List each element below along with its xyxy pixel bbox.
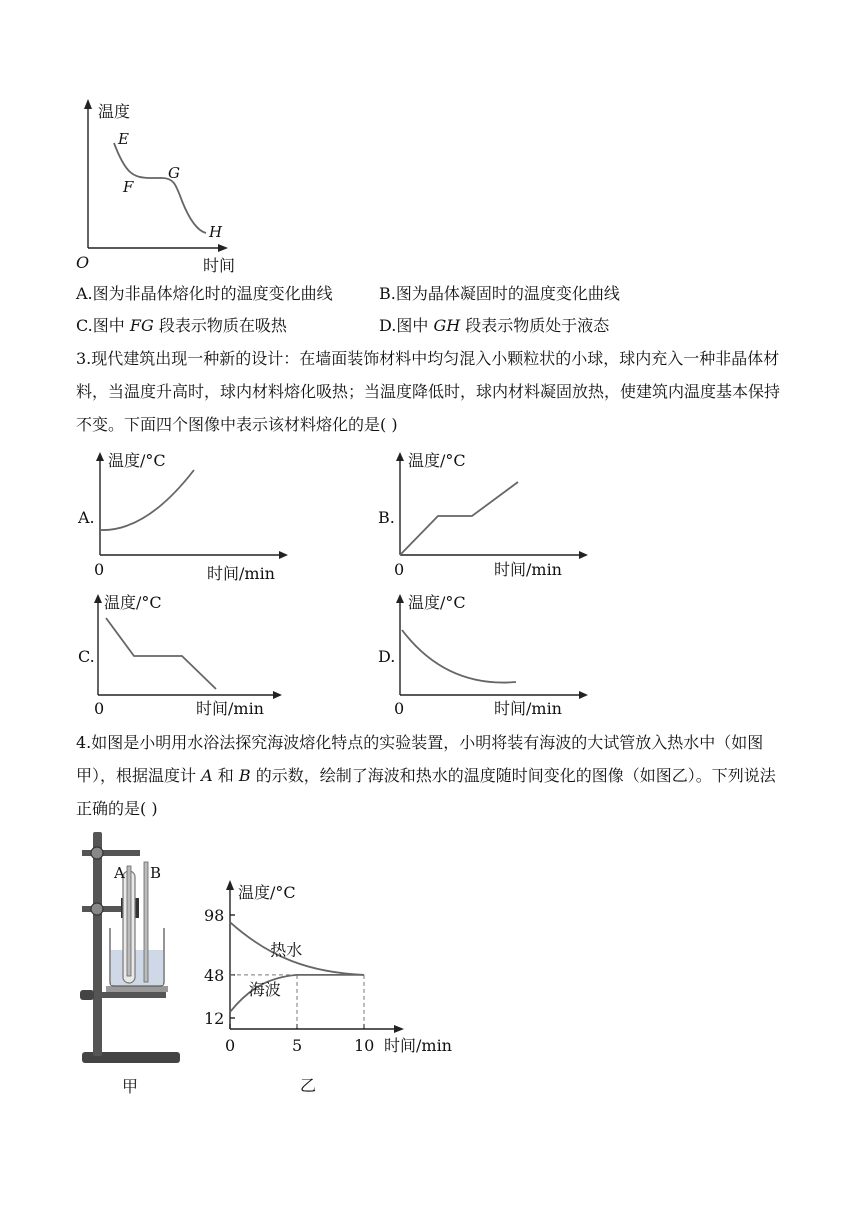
q3-graph-b: [376, 448, 596, 584]
q2-point-f: F: [123, 178, 134, 196]
q3-graph-c: [76, 590, 296, 722]
q2-temperature-graph: [70, 95, 240, 275]
q2-y-arrow: [84, 99, 92, 109]
q3-graph-c-y-arrow: [94, 594, 102, 603]
q3-graph-d-xlabel: 时间/min: [494, 699, 562, 718]
q3-graph-a-letter: A.: [78, 508, 95, 527]
middle-clamp-knob: [91, 903, 103, 915]
q3-graph-a-xlabel: 时间/min: [207, 564, 275, 583]
q4-ytick-label-98: 98: [204, 906, 225, 925]
q3-graph-a-origin: 0: [94, 560, 105, 579]
q4-text-pre: 4.如图是小明用水浴法探究海波熔化特点的实验装置，小明将装有海波的大试管放入热水中（如图甲），根据温度计: [76, 733, 764, 785]
q4-ytick-label-48: 48: [204, 965, 225, 985]
q3-graph-b-x-arrow: [579, 551, 588, 559]
figure-jia-caption: 甲: [122, 1077, 139, 1096]
q2-origin: O: [76, 253, 90, 272]
q3-graph-a-curve: [100, 470, 194, 530]
thermometer-b: [144, 862, 148, 982]
q3-graph-d-curve: [402, 630, 516, 683]
q3-graph-d-y-arrow: [396, 594, 404, 603]
q3-question-text: 3.现代建筑出现一种新的设计：在墙面装饰材料中均匀混入小颗粒状的小球，球内充入一种非晶体材料，当温度升高时，球内材料熔化吸热；当温度降低时，球内材料凝固放热，使建筑内温度基本保持不变。下面四个图像中表示该材料熔化的是( ): [76, 349, 781, 434]
q2-option-c-pre: C.图中: [76, 316, 130, 335]
q3-graph-c-curve: [106, 618, 216, 689]
q3-graph-a-x-arrow: [279, 551, 288, 559]
ring-clamp: [80, 990, 94, 1000]
q4-series-label-hot-water: 热水: [270, 940, 303, 960]
q3-graph-c-origin: 0: [94, 699, 105, 718]
q4-text-post: 的示数，绘制了海波和热水的温度随时间变化的图像（如图乙）。下列说法正确的是( ): [76, 766, 776, 818]
q2-x-arrow: [218, 244, 228, 252]
hot-water: [111, 950, 163, 985]
q3-graph-c-x-arrow: [273, 691, 282, 699]
q2-option-b: B.图为晶体凝固时的温度变化曲线: [379, 284, 620, 303]
q2-option-d: [379, 316, 609, 336]
stand-rod: [93, 832, 102, 1056]
q4-text-mid: 和: [212, 766, 239, 785]
q3-graph-d-ylabel: 温度/°C: [408, 593, 466, 612]
figure-yi-caption: 乙: [300, 1076, 317, 1095]
q4-temperature-chart: [196, 876, 466, 1102]
q3-graph-d-x-arrow: [579, 691, 588, 699]
q3-graph-a-ylabel: 温度/°C: [108, 451, 166, 470]
q4-x-arrow: [394, 1025, 404, 1033]
q2-option-c-post: 段表示物质在吸热: [153, 316, 287, 335]
q2-ylabel: 温度: [98, 102, 131, 121]
q3-graph-c-xlabel: 时间/min: [196, 699, 264, 718]
q3-graph-b-ylabel: 温度/°C: [408, 451, 466, 470]
q3-graph-a-y-arrow: [96, 452, 104, 461]
q2-option-c-var: FG: [129, 316, 154, 335]
q2-point-g: G: [168, 164, 180, 182]
q4-xtick-label-10: 10: [354, 1036, 375, 1055]
q4-ylabel: 温度/°C: [238, 883, 296, 902]
q2-point-h: H: [209, 223, 223, 241]
q4-question-text: [76, 726, 782, 825]
q2-option-c: [76, 316, 287, 336]
q3-graph-b-y-arrow: [396, 452, 404, 461]
q2-option-a: A.图为非晶体熔化时的温度变化曲线: [76, 284, 333, 303]
thermometer-a: [127, 866, 131, 976]
q3-graph-b-curve: [400, 482, 518, 555]
q4-series-label-hypo: 海波: [248, 980, 281, 1000]
q4-apparatus-figure: [76, 826, 186, 1096]
q4-xlabel: 时间/min: [384, 1036, 452, 1055]
q2-option-d-pre: D.图中: [379, 316, 434, 335]
label-thermometer-b: B: [150, 864, 162, 882]
q4-ytick-label-12: 12: [204, 1009, 225, 1028]
q4-var-b: B: [238, 766, 251, 785]
q3-graph-d-letter: D.: [378, 647, 396, 666]
q4-xtick-label-5: 5: [292, 1036, 303, 1055]
wire-gauze: [106, 986, 168, 992]
q3-graph-d: [376, 590, 596, 722]
q3-graph-d-origin: 0: [394, 699, 405, 718]
q2-xlabel: 时间: [203, 256, 236, 275]
label-thermometer-a: A: [114, 864, 125, 882]
q3-graph-b-letter: B.: [378, 508, 395, 527]
q4-y-arrow: [226, 880, 234, 890]
q3-graph-c-letter: C.: [78, 647, 95, 666]
q4-xtick-label-0: 0: [225, 1036, 236, 1055]
q2-option-d-var: GH: [433, 316, 461, 335]
q3-graph-a: [76, 448, 296, 584]
q4-var-a: A: [201, 766, 213, 785]
ring-support: [100, 992, 166, 998]
q3-graph-c-ylabel: 温度/°C: [104, 593, 162, 612]
q2-option-d-post: 段表示物质处于液态: [460, 316, 610, 335]
upper-clamp-knob: [91, 847, 103, 859]
q3-graph-b-origin: 0: [394, 560, 405, 579]
q3-graph-b-xlabel: 时间/min: [494, 560, 562, 579]
q2-point-e: E: [118, 130, 129, 148]
